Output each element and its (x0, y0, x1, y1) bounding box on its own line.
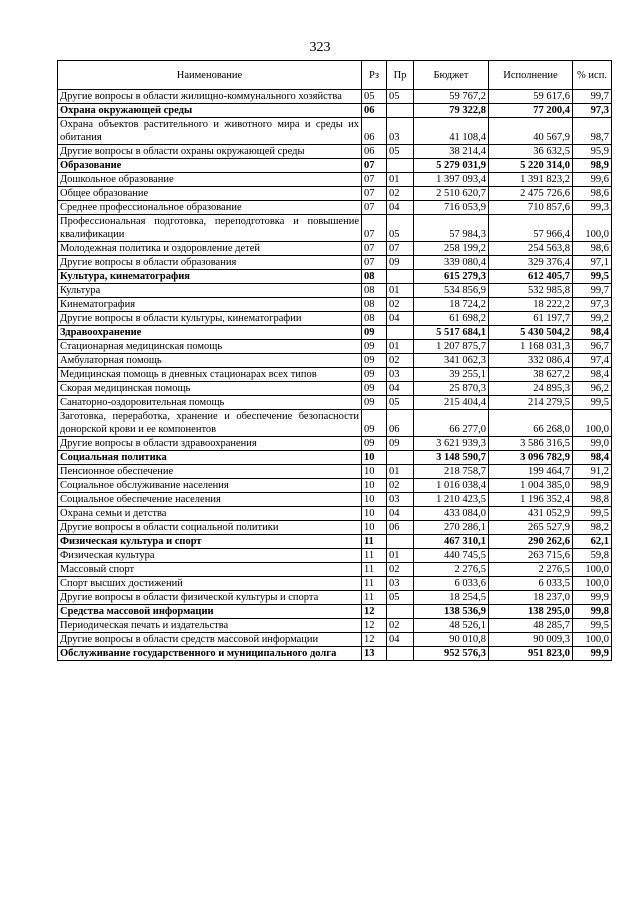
row-budget: 2 276,5 (414, 563, 489, 577)
row-execution: 18 222,2 (489, 298, 573, 312)
row-execution: 199 464,7 (489, 465, 573, 479)
row-rz: 08 (362, 270, 387, 284)
row-budget: 2 510 620,7 (414, 187, 489, 201)
table-row (58, 507, 612, 521)
row-name: Медицинская помощь в дневных стационарах всех типов (58, 368, 362, 382)
row-rz: 09 (362, 396, 387, 410)
row-pr: 04 (387, 312, 414, 326)
row-percent: 98,4 (573, 326, 612, 340)
row-budget: 5 517 684,1 (414, 326, 489, 340)
row-budget: 18 724,2 (414, 298, 489, 312)
row-rz: 07 (362, 159, 387, 173)
table-row (58, 340, 612, 354)
page-number: 323 (309, 40, 331, 55)
row-rz: 09 (362, 437, 387, 451)
row-budget: 18 254,5 (414, 591, 489, 605)
row-budget: 66 277,0 (414, 410, 489, 437)
row-name: Пенсионное обеспечение (58, 465, 362, 479)
row-percent: 97,4 (573, 354, 612, 368)
row-budget: 61 698,2 (414, 312, 489, 326)
row-execution: 332 086,4 (489, 354, 573, 368)
table-row (58, 577, 612, 591)
row-execution: 48 285,7 (489, 619, 573, 633)
row-name: Молодежная политика и оздоровление детей (58, 242, 362, 256)
row-percent: 98,4 (573, 368, 612, 382)
table-row (58, 563, 612, 577)
row-pr: 09 (387, 437, 414, 451)
row-name: Средства массовой информации (58, 605, 362, 619)
row-execution: 5 220 314,0 (489, 159, 573, 173)
row-execution: 265 527,9 (489, 521, 573, 535)
row-rz: 07 (362, 201, 387, 215)
row-percent: 98,8 (573, 493, 612, 507)
row-execution: 951 823,0 (489, 647, 573, 661)
table-row (58, 270, 612, 284)
row-execution: 2 475 726,6 (489, 187, 573, 201)
table-row (58, 619, 612, 633)
row-pr: 04 (387, 201, 414, 215)
row-name: Социальное обеспечение населения (58, 493, 362, 507)
row-execution: 18 237,0 (489, 591, 573, 605)
row-execution: 5 430 504,2 (489, 326, 573, 340)
row-execution: 138 295,0 (489, 605, 573, 619)
row-percent: 59,8 (573, 549, 612, 563)
row-percent: 99,8 (573, 605, 612, 619)
table-row (58, 354, 612, 368)
table-row (58, 647, 612, 661)
row-budget: 270 286,1 (414, 521, 489, 535)
row-pr: 02 (387, 187, 414, 201)
row-budget: 90 010,8 (414, 633, 489, 647)
table-row (58, 145, 612, 159)
table-row (58, 104, 612, 118)
row-pr: 06 (387, 521, 414, 535)
row-rz: 11 (362, 549, 387, 563)
row-execution: 612 405,7 (489, 270, 573, 284)
row-pr: 03 (387, 118, 414, 145)
row-percent: 100,0 (573, 410, 612, 437)
header-execution: Исполнение (489, 61, 573, 90)
row-pr (387, 326, 414, 340)
row-name: Социальное обслуживание населения (58, 479, 362, 493)
row-name: Культура (58, 284, 362, 298)
table-row (58, 242, 612, 256)
row-rz: 07 (362, 242, 387, 256)
row-percent: 99,2 (573, 312, 612, 326)
row-budget: 341 062,3 (414, 354, 489, 368)
row-execution: 24 895,3 (489, 382, 573, 396)
row-pr (387, 535, 414, 549)
header-budget: Бюджет (414, 61, 489, 90)
table-row (58, 256, 612, 270)
row-rz: 12 (362, 605, 387, 619)
row-percent: 96,2 (573, 382, 612, 396)
row-rz: 11 (362, 535, 387, 549)
row-budget: 952 576,3 (414, 647, 489, 661)
table-row (58, 549, 612, 563)
row-rz: 08 (362, 284, 387, 298)
row-rz: 09 (362, 410, 387, 437)
row-name: Скорая медицинская помощь (58, 382, 362, 396)
row-rz: 08 (362, 298, 387, 312)
table-row (58, 382, 612, 396)
row-percent: 98,7 (573, 118, 612, 145)
table-row (58, 173, 612, 187)
row-pr: 05 (387, 591, 414, 605)
row-name: Санаторно-оздоровительная помощь (58, 396, 362, 410)
row-pr: 01 (387, 173, 414, 187)
table-row (58, 118, 612, 145)
row-rz: 05 (362, 90, 387, 104)
row-name: Обслуживание государственного и муниципального долга (58, 647, 362, 661)
row-rz: 08 (362, 312, 387, 326)
row-budget: 25 870,3 (414, 382, 489, 396)
row-pr: 02 (387, 354, 414, 368)
table-row (58, 479, 612, 493)
row-percent: 98,6 (573, 242, 612, 256)
row-execution: 1 168 031,3 (489, 340, 573, 354)
row-percent: 97,1 (573, 256, 612, 270)
row-budget: 1 397 093,4 (414, 173, 489, 187)
row-budget: 433 084,0 (414, 507, 489, 521)
row-pr: 04 (387, 507, 414, 521)
row-name: Общее образование (58, 187, 362, 201)
row-rz: 10 (362, 451, 387, 465)
row-percent: 99,6 (573, 173, 612, 187)
row-execution: 61 197,7 (489, 312, 573, 326)
row-percent: 98,2 (573, 521, 612, 535)
row-execution: 431 052,9 (489, 507, 573, 521)
table-row (58, 298, 612, 312)
row-percent: 97,3 (573, 298, 612, 312)
table-row (58, 465, 612, 479)
row-pr: 05 (387, 145, 414, 159)
row-pr (387, 647, 414, 661)
row-pr: 03 (387, 577, 414, 591)
row-budget: 218 758,7 (414, 465, 489, 479)
row-rz: 11 (362, 563, 387, 577)
table-row (58, 187, 612, 201)
row-pr: 01 (387, 340, 414, 354)
row-name: Образование (58, 159, 362, 173)
row-percent: 99,5 (573, 396, 612, 410)
row-execution: 3 586 316,5 (489, 437, 573, 451)
table-row (58, 326, 612, 340)
row-percent: 100,0 (573, 563, 612, 577)
table-row (58, 437, 612, 451)
row-budget: 59 767,2 (414, 90, 489, 104)
row-name: Социальная политика (58, 451, 362, 465)
table-row (58, 159, 612, 173)
row-budget: 440 745,5 (414, 549, 489, 563)
table-row (58, 90, 612, 104)
row-pr: 03 (387, 368, 414, 382)
row-percent: 99,0 (573, 437, 612, 451)
table-row (58, 201, 612, 215)
row-name: Профессиональная подготовка, переподготовка и повышение квалификации (58, 215, 362, 242)
row-percent: 99,3 (573, 201, 612, 215)
row-name: Другие вопросы в области физической культуры и спорта (58, 591, 362, 605)
row-rz: 09 (362, 382, 387, 396)
row-name: Массовый спорт (58, 563, 362, 577)
row-name: Охрана окружающей среды (58, 104, 362, 118)
table-row (58, 633, 612, 647)
row-pr: 09 (387, 256, 414, 270)
table-body (58, 90, 612, 661)
row-name: Стационарная медицинская помощь (58, 340, 362, 354)
row-rz: 10 (362, 493, 387, 507)
table-row (58, 312, 612, 326)
row-pr (387, 451, 414, 465)
row-name: Дошкольное образование (58, 173, 362, 187)
row-rz: 09 (362, 368, 387, 382)
table-header-row (58, 61, 612, 90)
row-rz: 09 (362, 326, 387, 340)
row-percent: 98,9 (573, 479, 612, 493)
row-rz: 07 (362, 173, 387, 187)
table-row (58, 605, 612, 619)
table-row (58, 396, 612, 410)
row-percent: 99,9 (573, 591, 612, 605)
row-budget: 1 016 038,4 (414, 479, 489, 493)
row-execution: 36 632,5 (489, 145, 573, 159)
row-execution: 532 985,8 (489, 284, 573, 298)
row-rz: 10 (362, 507, 387, 521)
row-execution: 66 268,0 (489, 410, 573, 437)
row-name: Заготовка, переработка, хранение и обеспечение безопасности донорской крови и ее компонентов (58, 410, 362, 437)
row-execution: 329 376,4 (489, 256, 573, 270)
row-budget: 6 033,6 (414, 577, 489, 591)
row-percent: 99,9 (573, 647, 612, 661)
row-budget: 716 053,9 (414, 201, 489, 215)
row-execution: 1 391 823,2 (489, 173, 573, 187)
row-budget: 3 621 939,3 (414, 437, 489, 451)
row-execution: 2 276,5 (489, 563, 573, 577)
table-row (58, 284, 612, 298)
row-pr: 01 (387, 465, 414, 479)
row-name: Культура, кинематография (58, 270, 362, 284)
row-percent: 100,0 (573, 215, 612, 242)
row-budget: 339 080,4 (414, 256, 489, 270)
table-row (58, 410, 612, 437)
row-rz: 10 (362, 521, 387, 535)
row-budget: 534 856,9 (414, 284, 489, 298)
row-percent: 99,5 (573, 619, 612, 633)
row-percent: 99,5 (573, 270, 612, 284)
row-name: Физическая культура и спорт (58, 535, 362, 549)
row-budget: 38 214,4 (414, 145, 489, 159)
row-rz: 07 (362, 215, 387, 242)
row-percent: 62,1 (573, 535, 612, 549)
header-rz: Рз (362, 61, 387, 90)
table-row (58, 591, 612, 605)
row-execution: 90 009,3 (489, 633, 573, 647)
row-rz: 11 (362, 577, 387, 591)
row-name: Охрана объектов растительного и животного мира и среды их обитания (58, 118, 362, 145)
row-pr (387, 159, 414, 173)
row-budget: 41 108,4 (414, 118, 489, 145)
row-name: Другие вопросы в области образования (58, 256, 362, 270)
row-pr: 03 (387, 493, 414, 507)
row-rz: 13 (362, 647, 387, 661)
row-execution: 263 715,6 (489, 549, 573, 563)
row-rz: 07 (362, 187, 387, 201)
row-execution: 40 567,9 (489, 118, 573, 145)
row-name: Кинематография (58, 298, 362, 312)
row-budget: 79 322,8 (414, 104, 489, 118)
row-pr: 04 (387, 382, 414, 396)
row-execution: 254 563,8 (489, 242, 573, 256)
row-name: Здравоохранение (58, 326, 362, 340)
header-name: Наименование (58, 61, 362, 90)
row-rz: 06 (362, 104, 387, 118)
header-pr: Пр (387, 61, 414, 90)
row-budget: 467 310,1 (414, 535, 489, 549)
table-row (58, 521, 612, 535)
row-pr: 06 (387, 410, 414, 437)
row-pr: 02 (387, 479, 414, 493)
row-budget: 3 148 590,7 (414, 451, 489, 465)
row-percent: 91,2 (573, 465, 612, 479)
row-budget: 48 526,1 (414, 619, 489, 633)
row-budget: 215 404,4 (414, 396, 489, 410)
row-pr: 04 (387, 633, 414, 647)
row-name: Другие вопросы в области культуры, кинематографии (58, 312, 362, 326)
row-percent: 98,9 (573, 159, 612, 173)
row-pr: 02 (387, 563, 414, 577)
row-rz: 07 (362, 256, 387, 270)
row-name: Другие вопросы в области здравоохранения (58, 437, 362, 451)
row-budget: 138 536,9 (414, 605, 489, 619)
header-percent: % исп. (573, 61, 612, 90)
row-percent: 99,7 (573, 284, 612, 298)
row-budget: 615 279,3 (414, 270, 489, 284)
row-rz: 09 (362, 354, 387, 368)
row-rz: 09 (362, 340, 387, 354)
row-name: Охрана семьи и детства (58, 507, 362, 521)
budget-table (57, 60, 612, 661)
row-name: Спорт высших достижений (58, 577, 362, 591)
table-row (58, 493, 612, 507)
row-percent: 100,0 (573, 577, 612, 591)
row-pr: 07 (387, 242, 414, 256)
row-name: Другие вопросы в области социальной политики (58, 521, 362, 535)
row-name: Физическая культура (58, 549, 362, 563)
row-rz: 12 (362, 633, 387, 647)
row-percent: 96,7 (573, 340, 612, 354)
row-pr: 05 (387, 396, 414, 410)
row-execution: 3 096 782,9 (489, 451, 573, 465)
row-name: Амбулаторная помощь (58, 354, 362, 368)
row-budget: 1 210 423,5 (414, 493, 489, 507)
row-execution: 59 617,6 (489, 90, 573, 104)
row-execution: 57 966,4 (489, 215, 573, 242)
row-pr (387, 605, 414, 619)
table-row (58, 368, 612, 382)
row-budget: 1 207 875,7 (414, 340, 489, 354)
table-row (58, 535, 612, 549)
row-percent: 98,4 (573, 451, 612, 465)
row-percent: 95,9 (573, 145, 612, 159)
row-percent: 97,3 (573, 104, 612, 118)
row-pr (387, 104, 414, 118)
row-name: Периодическая печать и издательства (58, 619, 362, 633)
row-name: Среднее профессиональное образование (58, 201, 362, 215)
row-budget: 5 279 031,9 (414, 159, 489, 173)
row-execution: 710 857,6 (489, 201, 573, 215)
row-pr: 01 (387, 549, 414, 563)
row-rz: 10 (362, 465, 387, 479)
row-pr: 02 (387, 619, 414, 633)
row-rz: 06 (362, 118, 387, 145)
row-pr (387, 270, 414, 284)
row-budget: 57 984,3 (414, 215, 489, 242)
row-rz: 11 (362, 591, 387, 605)
row-pr: 05 (387, 90, 414, 104)
row-pr: 02 (387, 298, 414, 312)
row-percent: 98,6 (573, 187, 612, 201)
row-percent: 99,7 (573, 90, 612, 104)
row-execution: 1 196 352,4 (489, 493, 573, 507)
row-rz: 10 (362, 479, 387, 493)
row-execution: 6 033,5 (489, 577, 573, 591)
row-name: Другие вопросы в области охраны окружающей среды (58, 145, 362, 159)
row-budget: 258 199,2 (414, 242, 489, 256)
row-name: Другие вопросы в области средств массовой информации (58, 633, 362, 647)
row-percent: 99,5 (573, 507, 612, 521)
row-percent: 100,0 (573, 633, 612, 647)
table-row (58, 451, 612, 465)
row-pr: 01 (387, 284, 414, 298)
row-execution: 77 200,4 (489, 104, 573, 118)
row-pr: 05 (387, 215, 414, 242)
row-execution: 38 627,2 (489, 368, 573, 382)
row-execution: 1 004 385,0 (489, 479, 573, 493)
row-budget: 39 255,1 (414, 368, 489, 382)
table-row (58, 215, 612, 242)
row-execution: 214 279,5 (489, 396, 573, 410)
row-rz: 12 (362, 619, 387, 633)
row-rz: 06 (362, 145, 387, 159)
row-name: Другие вопросы в области жилищно-коммунального хозяйства (58, 90, 362, 104)
row-execution: 290 262,6 (489, 535, 573, 549)
